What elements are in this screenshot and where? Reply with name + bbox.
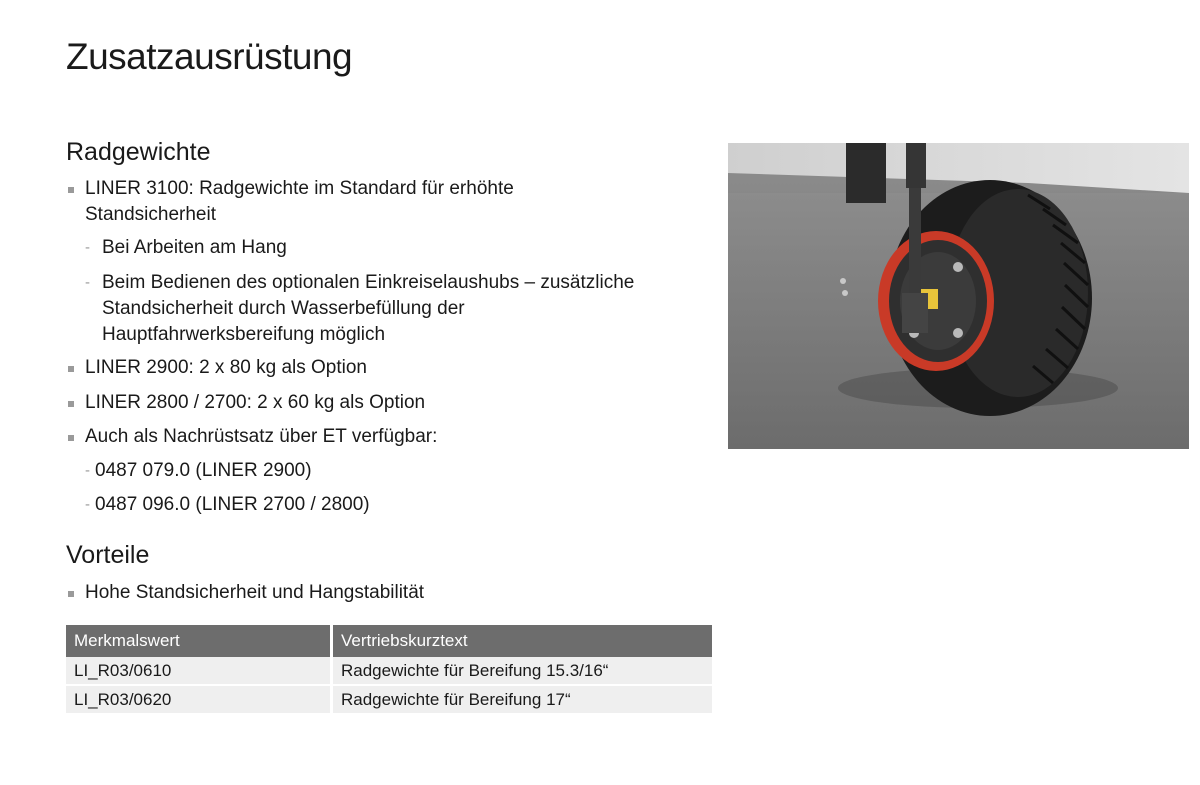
bullet-icon	[68, 187, 74, 193]
table-cell: Radgewichte für Bereifung 17“	[330, 686, 712, 715]
table-cell: Radgewichte für Bereifung 15.3/16“	[330, 657, 712, 686]
table-header-cell: Vertriebskurztext	[330, 625, 712, 657]
table-cell: LI_R03/0610	[66, 657, 330, 686]
list-item-text: LINER 3100: Radgewichte im Standard für erhöhte Standsicherheit	[85, 178, 514, 225]
table-row	[66, 657, 712, 686]
list-item	[66, 424, 646, 450]
bullet-icon	[68, 401, 74, 407]
list-item	[66, 176, 646, 228]
list-subitem	[66, 270, 646, 348]
table-cell: LI_R03/0620	[66, 686, 330, 715]
list-item-text: 0487 079.0 (LINER 2900)	[95, 460, 312, 481]
list-subitem	[66, 458, 646, 484]
dash-icon: -	[85, 239, 90, 256]
vorteile-list	[66, 580, 646, 606]
table-header-row	[66, 625, 712, 657]
page-title: Zusatzausrüstung	[66, 36, 353, 77]
list-item	[66, 355, 646, 381]
section-heading-vorteile: Vorteile	[66, 541, 150, 569]
list-subitem	[66, 235, 646, 261]
list-item	[66, 580, 646, 606]
section-heading-radgewichte: Radgewichte	[66, 138, 211, 166]
list-item-text: Bei Arbeiten am Hang	[102, 237, 287, 258]
radgewichte-list	[66, 176, 646, 518]
dash-icon: -	[85, 462, 90, 479]
list-item-text: 0487 096.0 (LINER 2700 / 2800)	[95, 494, 370, 515]
feature-table	[66, 625, 712, 715]
list-item-text: Hohe Standsicherheit und Hangstabilität	[85, 582, 425, 603]
bullet-icon	[68, 591, 74, 597]
list-item-text: LINER 2800 / 2700: 2 x 60 kg als Option	[85, 392, 426, 413]
bullet-icon	[68, 435, 74, 441]
list-item-text: Beim Bedienen des optionalen Einkreiselaushubs – zusätzliche Standsicherheit durch Wasserbefüllung der Hauptfahrwerksbereifung möglich	[102, 272, 635, 345]
bullet-icon	[68, 366, 74, 372]
list-item-text: Auch als Nachrüstsatz über ET verfügbar:	[85, 426, 438, 447]
wheel-weight-photo	[728, 143, 1189, 449]
list-item	[66, 390, 646, 416]
list-subitem	[66, 492, 646, 518]
dash-icon: -	[85, 496, 90, 513]
table-header-cell: Merkmalswert	[66, 625, 330, 657]
list-item-text: LINER 2900: 2 x 80 kg als Option	[85, 357, 367, 378]
table-row	[66, 686, 712, 715]
dash-icon: -	[85, 274, 90, 291]
wheel-illustration	[728, 143, 1189, 449]
